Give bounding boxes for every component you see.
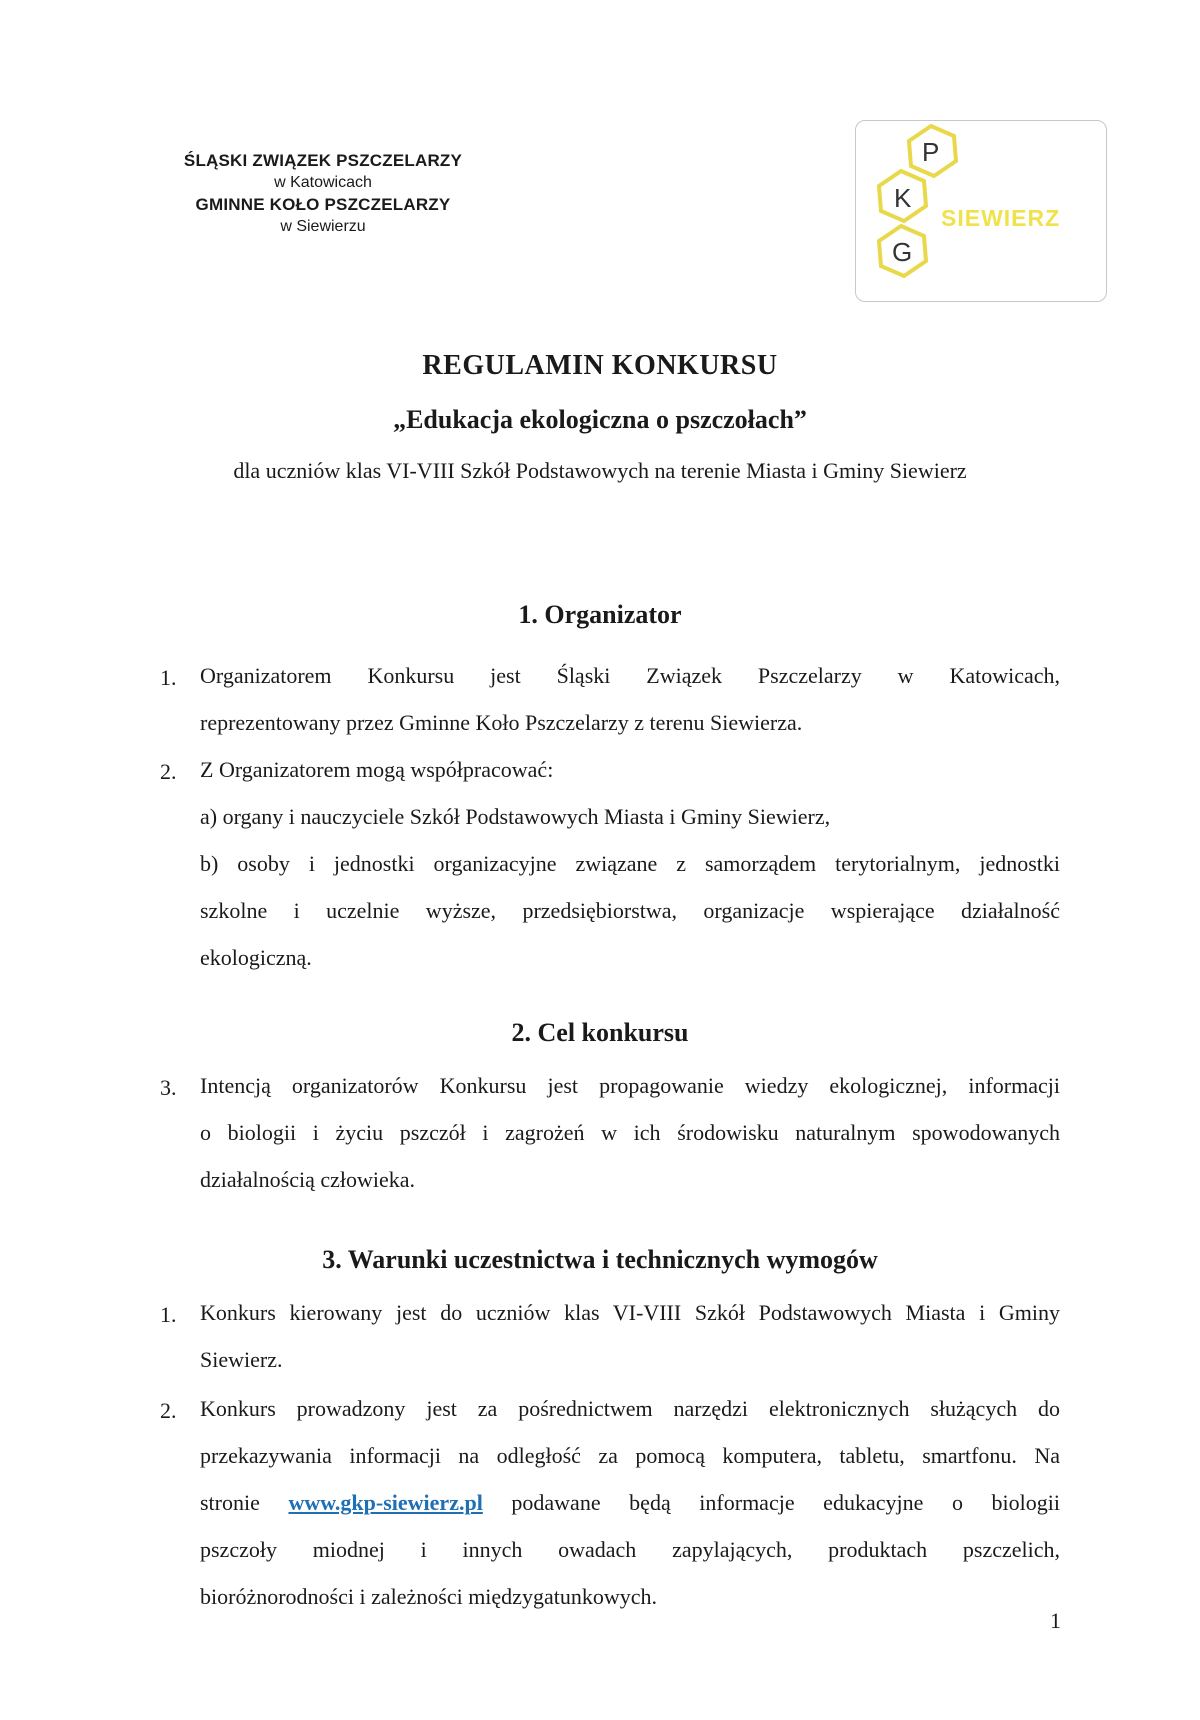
item-number: 1. <box>160 665 177 690</box>
gkp-logo <box>855 120 1107 302</box>
logo-wordmark: SIEWIERZ <box>941 205 1061 231</box>
text-line: reprezentowany przez Gminne Koło Pszczelarzy z terenu Siewierza. <box>200 710 803 735</box>
logo-letter-g: G <box>892 237 913 267</box>
text-line: o biologii i życiu pszczół i zagrożeń w ich środowisku naturalnym spowodowanych <box>200 1120 1060 1145</box>
website-link[interactable]: www.gkp-siewierz.pl <box>288 1490 483 1515</box>
logo-letter-p: P <box>922 137 940 167</box>
text-line: Z Organizatorem mogą współpracować: <box>200 757 554 782</box>
letterhead-line2: w Katowicach <box>274 174 372 191</box>
text-line <box>200 1479 1060 1526</box>
text-line: pszczoły miodnej i innych owadach zapylających, produktach pszczelich, <box>200 1537 1060 1562</box>
text-line: a) organy i nauczyciele Szkół Podstawowych Miasta i Gminy Siewierz, <box>200 804 831 829</box>
item-number: 2. <box>160 1398 177 1423</box>
paragraph-cooperation <box>200 746 1060 981</box>
paragraph-participants <box>200 1289 1060 1383</box>
text-line: działalnością człowieka. <box>200 1167 416 1192</box>
section-heading-organizer: 1. Organizator <box>518 600 682 629</box>
item-number: 2. <box>160 759 177 784</box>
section-heading-conditions: 3. Warunki uczestnictwa i technicznych wymogów <box>322 1245 878 1274</box>
text-line: b) osoby i jednostki organizacyjne związane z samorządem terytorialnym, jednostki <box>200 851 1060 876</box>
text-line: szkolne i uczelnie wyższe, przedsiębiorstwa, organizacje wspierające działalność <box>200 898 1060 923</box>
letterhead-line1: ŚLĄSKI ZWIĄZEK PSZCZELARZY <box>183 151 463 170</box>
item-number: 3. <box>160 1075 177 1100</box>
letterhead-line3: GMINNE KOŁO PSZCZELARZY <box>195 195 451 214</box>
document-title: REGULAMIN KONKURSU <box>422 350 778 381</box>
text-line: Organizatorem Konkursu jest Śląski Związek Pszczelarzy w Katowicach, <box>200 663 1060 688</box>
text-line: przekazywania informacji na odległość za pomocą komputera, tabletu, smartfonu. Na <box>200 1443 1060 1468</box>
page-number: 1 <box>1050 1608 1061 1633</box>
letterhead <box>178 150 468 238</box>
letterhead-line4: w Siewierzu <box>280 218 366 235</box>
paragraph-goal <box>200 1062 1060 1203</box>
logo-letter-k: K <box>894 183 912 213</box>
text-line: bioróżnorodności i zależności międzygatunkowych. <box>200 1584 657 1609</box>
contest-name: „Edukacja ekologiczna o pszczołach” <box>393 405 807 434</box>
paragraph-technical <box>200 1385 1060 1620</box>
text-fragment: stronie <box>200 1490 260 1515</box>
contest-audience: dla uczniów klas VI-VIII Szkół Podstawowych na terenie Miasta i Gminy Siewierz <box>233 458 967 483</box>
paragraph-organizer <box>200 652 1060 746</box>
text-line: Intencją organizatorów Konkursu jest propagowanie wiedzy ekologicznej, informacji <box>200 1073 1060 1098</box>
text-line: Konkurs prowadzony jest za pośrednictwem narzędzi elektronicznych służących do <box>200 1396 1060 1421</box>
item-number: 1. <box>160 1302 177 1327</box>
section-heading-goal: 2. Cel konkursu <box>511 1018 689 1047</box>
text-line: ekologiczną. <box>200 945 312 970</box>
text-fragment: podawane będą informacje edukacyjne o biologii <box>511 1490 1060 1515</box>
text-line: Siewierz. <box>200 1347 283 1372</box>
text-line: Konkurs kierowany jest do uczniów klas VI-VIII Szkół Podstawowych Miasta i Gminy <box>200 1300 1060 1325</box>
